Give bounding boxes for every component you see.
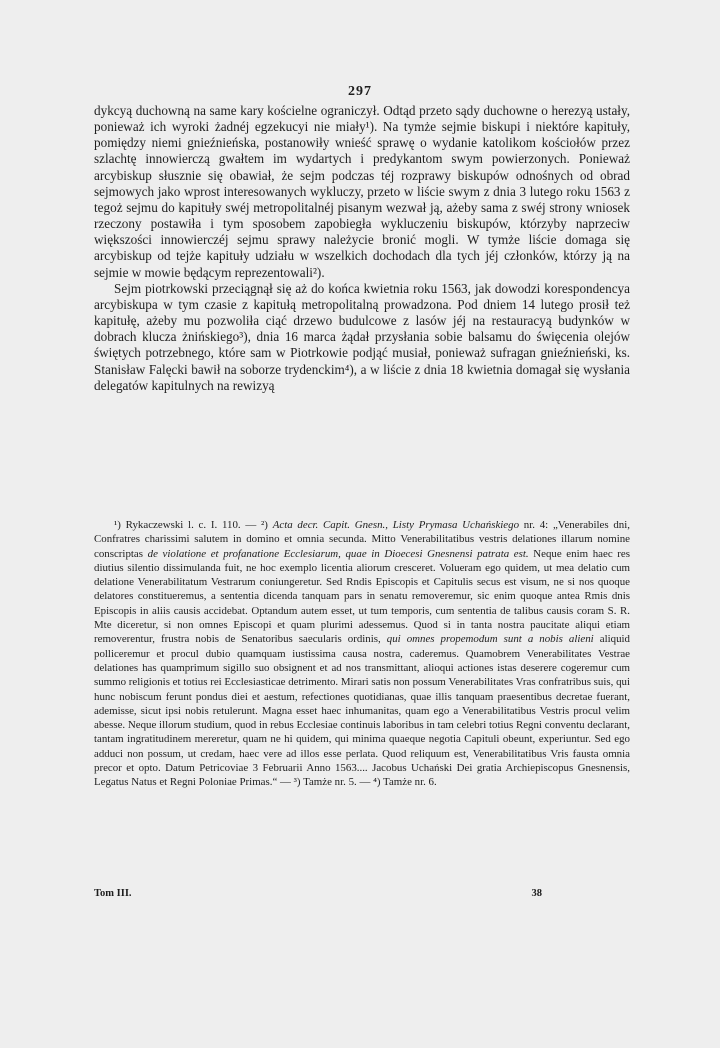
footnote-1-mark: ¹) — [114, 519, 121, 531]
footnote-2-mark: ²) — [261, 519, 268, 531]
footnotes — [94, 518, 630, 790]
footnote-4-text: Tamże nr. 6. — [380, 776, 437, 789]
footnote-4-mark: ⁴) — [373, 776, 381, 789]
footnote-2-intro: nr. 4: „Venerabiles dni, Confratres charissimi salutem in domino et omnia secunda. Mitto Venerabilitatibus vestris delationes illarum nomine conscriptas — [94, 519, 630, 560]
footnote-2-end: aliquid polliceremur et procul dubio quamquam iustissima causa nostra, caderemus. Quamobrem Venerabilitates Vestrae delationes has quamprimum sigillo suo obsignent et ad nos transmittant, alioqui actiones istas deserere cogeremur cum summo religionis et totius rei Ecclesiasticae detrimento. Mirari satis non possum Venerabilitates Vras confratribus suis, qui hunc nobiscum ferunt pondus diei et aestum, refectiones quotidianas, quae illis tanquam praesentibus decretae fuerant, ademisse, sicut ipsi nobis retulerunt. Magna esset haec inhumanitas, quam ego a Venerabilitatibus Vestris procul velim abesse. Neque illorum studium, quod in rebus Ecclesiae continuis laboribus in tam celebri totius Regni conventu declarant, tantam ingratitudinem mereretur, quam ne hi quidem, qui minima quaeque negotia Capituli obeunt, experiuntur. Sed ego adduci non possum, ut credam, haec vere ad illos esse perlata. Quod reliquum est, Venerabilitatibus Vris fausta omnia precor et opto. Datum Petricoviae 3 Februarii Anno 1563.... Jacobus Uchański Dei gratia Archiepiscopus Gnesnensis, Legatus Natus et Regni Poloniae Primas.“ — — [94, 633, 630, 789]
footnote-3-text: Tamże nr. 5. — — [300, 776, 374, 789]
footnote-2-source: Acta decr. Capit. Gnesn., Listy Prymasa Uchańskiego — [272, 519, 520, 531]
sheet-number: 38 — [531, 888, 542, 899]
page-number: 297 — [348, 84, 372, 99]
main-text — [94, 103, 630, 394]
footnote-2-middle: Neque enim haec res diutius silentio dissimulanda fuit, ne hoc exemplo licentia aliorum cresceret. Volueram ego quidem, ut mea delatio cum delatione Venerabilitatum Vestrarum coniungeretur. Sed Rndis Episcopis et Capitulis secus est visum, ne si nos quoque delatores constitueremus, a sententia dicenda tanquam pars in senatu removeremur, sic enim quoque antea Rmis dnis Episcopis in aliis causis accidebat. Optandum autem esset, ut tum temporis, cum sententia de talibus causis coram S. R. Mte diceretur, si non omnes Episcopi et quam plurimi adessemus. Quod si in tanta nostra paucitate aliqui etiam removerentur, frustra nobis de Senatoribus saecularis ordinis, — [94, 547, 630, 646]
volume-signature: Tom III. — [94, 888, 132, 899]
footnote-1-text: Rykaczewski l. c. I. 110. — — [120, 519, 262, 531]
footnote-2-italic-phrase-2: qui omnes propemodum sunt a nobis alieni — [386, 633, 594, 646]
footnote-block — [94, 518, 630, 790]
footnote-3-mark: ³) — [293, 776, 301, 789]
footnote-2-italic-phrase: de violatione et profanatione Ecclesiarum, quae in Dioecesi Gnesnensi patrata est. — [147, 547, 529, 560]
body-paragraph-2: Sejm piotrkowski przeciągnął się aż do końca kwietnia roku 1563, jak dowodzi korespondencya arcybiskupa w tym czasie z kapitułą metropolitalną prowadzona. Pod dniem 14 lutego prosił też kapitułę, ażeby mu pozwoliła ciąć drzewo budulcowe z lasów jéj na restauracyą budynków w dobrach klucza żnińskiego³), dnia 16 marca żądał przysłania sobie balsamu do święcenia olejów świętych potrzebnego, które sam w Piotrkowie podjąć musiał, ponieważ sufragan gnieźnieński, ks. Stanisław Falęcki bawił na soborze trydenckim⁴), a w liście z dnia 18 kwietnia domagał się wysłania delegatów kapitulnych na rewizyą — [94, 280, 630, 393]
body-paragraph-1: dykcyą duchowną na same kary kościelne ograniczył. Odtąd przeto sądy duchowne o herezyą ustały, ponieważ ich wyroki żadnéj egzekucyi nie miały¹). Na tymże sejmie biskupi i niektóre kapituły, pomiędzy niemi gnieźnieńska, postanowiły wnieść sprawę o wydanie katolikom kościołów przez szlachtę innowierczą gwałtem im wydartych i predykantom swym powierzonych. Ponieważ arcybiskup słusznie się obawiał, że sejm podczas téj rozprawy biskupów odnośnych od obrad sejmowych jako wprost interesowanych wykluczy, przeto w liście swym z dnia 3 lutego roku 1563 z tegoż sejmu do kapituły swéj metropolitalnéj pisanym wezwał ją, ażeby sama z swéj strony wniosek rzeczony postawiła i tym sposobem zapobiegła wykluczeniu biskupów, którzyby naprzeciw większości innowierczéj sejmu sprawy należycie bronić mogli. W tymże liście domaga się arcybiskup od tejże kapituły udziału w wszelkich dochodach dla tych jéj członków, którzy ją na sejmie w mowie będącym reprezentowali²). — [94, 103, 630, 280]
